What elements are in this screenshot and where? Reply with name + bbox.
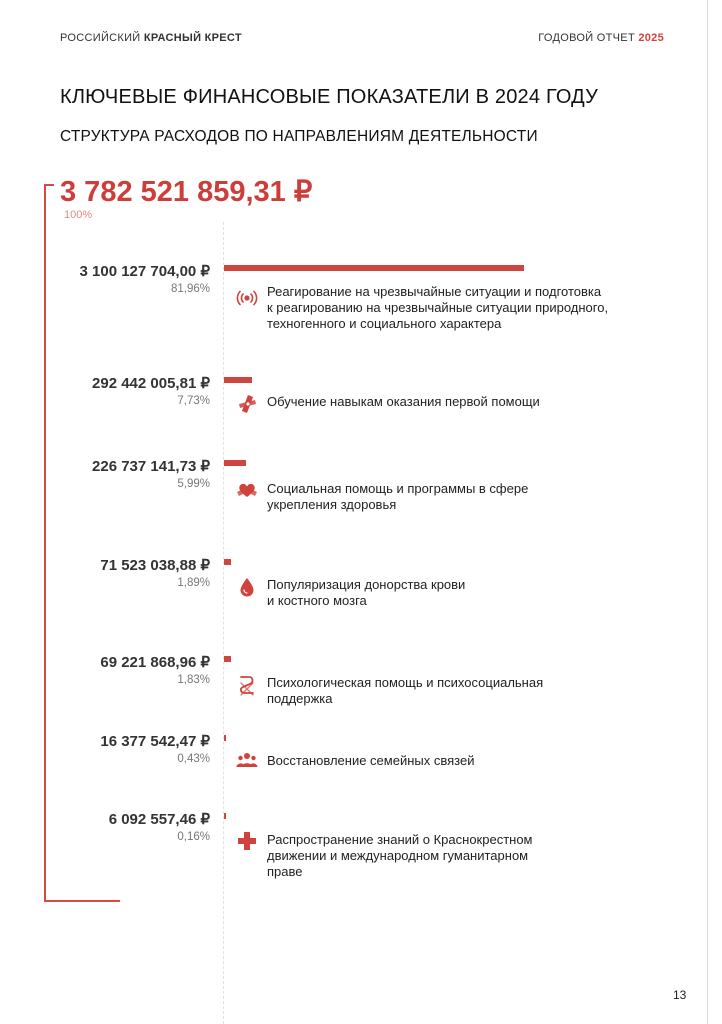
description-line: праве <box>267 864 303 879</box>
description-line: Восстановление семейных связей <box>267 753 475 768</box>
bracket-bottom-line <box>44 900 120 902</box>
expense-percent: 0,16% <box>177 831 210 843</box>
total-percent: 100% <box>64 209 93 221</box>
description-line: укрепления здоровья <box>267 497 397 512</box>
page-number: 13 <box>673 988 687 1002</box>
header-report-label: ГОДОВОЙ ОТЧЕТ <box>538 32 635 44</box>
header-org-prefix: РОССИЙСКИЙ <box>60 32 141 44</box>
description-line: Обучение навыкам оказания первой помощи <box>267 394 540 409</box>
expense-description <box>267 577 465 609</box>
description-line: Реагирование на чрезвычайные ситуации и подготовка <box>267 284 602 299</box>
expense-description <box>267 284 652 332</box>
expense-bar <box>224 460 246 466</box>
header-org <box>60 32 242 44</box>
page-subtitle: СТРУКТУРА РАСХОДОВ ПО НАПРАВЛЕНИЯМ ДЕЯТЕЛЬНОСТИ <box>60 128 538 145</box>
family-group-icon <box>236 749 258 771</box>
header-report-year: 2025 <box>638 32 664 44</box>
expense-percent: 7,73% <box>177 395 210 407</box>
expense-amount: 69 221 868,96 ₽ <box>100 654 210 671</box>
expense-amount: 16 377 542,47 ₽ <box>100 733 210 750</box>
emergency-signal-icon <box>236 287 258 309</box>
expense-percent: 5,99% <box>177 478 210 490</box>
total-amount: 3 782 521 859,31 ₽ <box>60 176 313 208</box>
header-report <box>538 32 664 44</box>
expense-bar <box>224 656 231 662</box>
chart-axis-dashed-line <box>223 222 224 1024</box>
bracket-vertical-line <box>44 184 46 902</box>
description-line: Психологическая помощь и психосоциальная <box>267 675 544 690</box>
expense-bar <box>224 559 231 565</box>
header-org-name: КРАСНЫЙ КРЕСТ <box>143 32 242 44</box>
description-line: к реагированию на чрезвычайные ситуации природного, <box>267 300 609 315</box>
expense-bar <box>224 735 226 741</box>
expense-amount: 3 100 127 704,00 ₽ <box>79 263 210 280</box>
expense-description <box>267 832 533 880</box>
expense-percent: 81,96% <box>170 283 210 295</box>
expense-amount: 6 092 557,46 ₽ <box>108 811 210 828</box>
blood-drop-icon <box>236 576 258 598</box>
heart-hands-icon <box>236 479 258 501</box>
psychological-support-icon <box>236 674 258 696</box>
expense-amount: 71 523 038,88 ₽ <box>100 557 210 574</box>
first-aid-bandage-icon <box>236 392 258 414</box>
description-line: Популяризация донорства крови <box>267 577 466 592</box>
description-line: движении и международном гуманитарном <box>267 848 529 863</box>
expense-amount: 226 737 141,73 ₽ <box>92 458 210 475</box>
description-line: поддержка <box>267 691 333 706</box>
expense-percent: 0,43% <box>177 753 210 765</box>
page-title: КЛЮЧЕВЫЕ ФИНАНСОВЫЕ ПОКАЗАТЕЛИ В 2024 ГОДУ <box>60 86 599 108</box>
red-cross-icon <box>236 830 258 852</box>
expense-description <box>267 753 474 769</box>
expense-percent: 1,83% <box>177 674 210 686</box>
expense-bar <box>224 265 524 271</box>
expense-description <box>267 394 540 410</box>
expense-percent: 1,89% <box>177 577 210 589</box>
description-line: Распространение знаний о Краснокрестном <box>267 832 533 847</box>
expense-description <box>267 675 543 707</box>
description-line: Социальная помощь и программы в сфере <box>267 481 529 496</box>
description-line: техногенного и социального характера <box>267 316 502 331</box>
expense-bar <box>224 813 226 819</box>
expense-bar <box>224 377 252 383</box>
page-edge-line <box>707 0 708 1024</box>
expense-amount: 292 442 005,81 ₽ <box>92 375 210 392</box>
bracket-top-tick <box>44 184 54 186</box>
description-line: и костного мозга <box>267 593 367 608</box>
expense-description <box>267 481 528 513</box>
